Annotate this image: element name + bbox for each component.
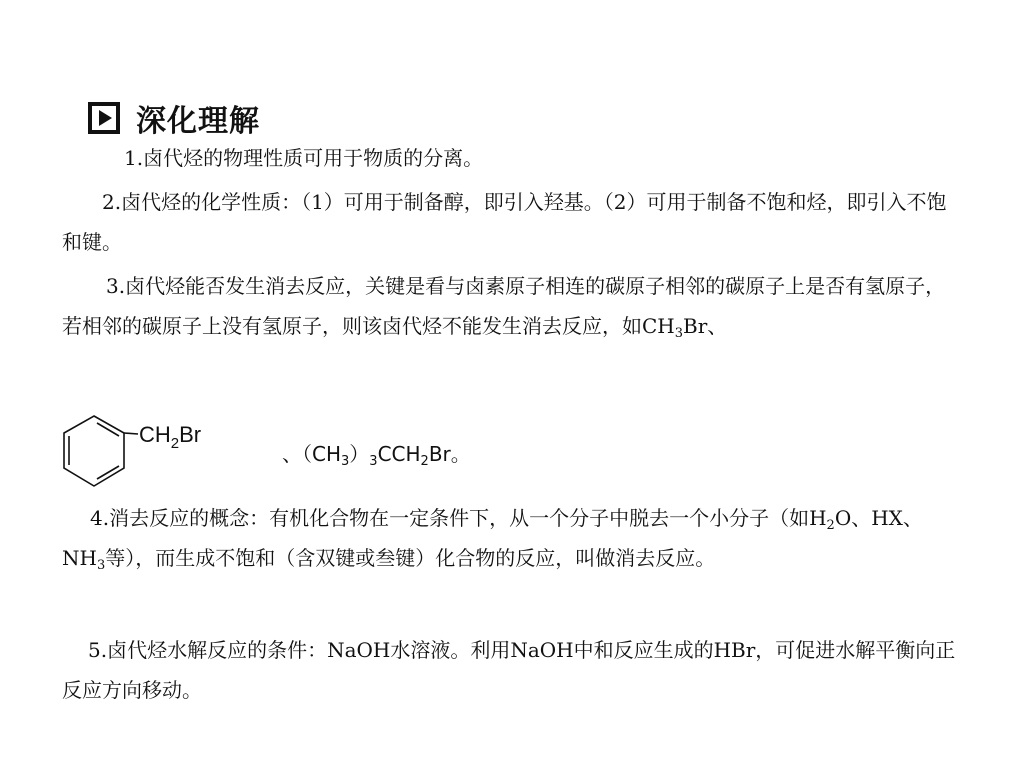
formula-row	[50, 408, 550, 498]
ring-bond	[124, 433, 138, 434]
paragraph-1: 1.卤代烃的物理性质可用于物质的分离。	[124, 146, 484, 170]
paragraph-2: 2.卤代烃的化学性质：（1）可用于制备醇，即引入羟基。（2）可用于制备不饱和烃，即引入不饱和键。	[62, 190, 947, 254]
paragraph-4-text-a: 4.消去反应的概念：有机化合物在一定条件下，从一个分子中脱去一个小分子（如H	[90, 506, 827, 530]
paragraph-4: 4.消去反应的概念：有机化合物在一定条件下，从一个分子中脱去一个小分子（如$H_2O$、HX、$NH_3$等），而生成不饱和（含双键或叁键）化合物的反应，叫做消去反应。	[62, 506, 923, 573]
benzyl-bromide-structure	[50, 408, 230, 498]
paragraph-4-text-b: O、HX、NH	[62, 506, 923, 570]
ch2br-label: $CH_2Br$	[139, 422, 202, 452]
paragraph-5: 5.卤代烃水解反应的条件：NaOH水溶液。利用NaOH中和反应生成的HBr，可促进水解平衡向正反应方向移动。	[62, 638, 956, 702]
paragraph-4-text-c: 等），而生成不饱和（含双键或叁键）化合物的反应，叫做消去反应。	[105, 546, 716, 570]
paragraph-3-text: 3.卤代烃能否发生消去反应，关键是看与卤素原子相连的碳原子相邻的碳原子上是否有氢原子，若相邻的碳原子上没有氢原子，则该卤代烃不能发生消去反应，如CH	[62, 274, 946, 338]
paragraph-3	[62, 266, 962, 346]
paragraph-3-subscript: 3	[674, 326, 684, 341]
play-icon	[88, 101, 122, 135]
heading-title: 深化理解	[136, 104, 260, 139]
section-heading	[88, 96, 260, 140]
benzene-ring	[64, 416, 124, 486]
paragraph-3-tail: Br、	[683, 314, 728, 338]
tert-butyl-bromide-formula: 、$(CH_3)_3CCH_2Br$。	[282, 442, 471, 469]
